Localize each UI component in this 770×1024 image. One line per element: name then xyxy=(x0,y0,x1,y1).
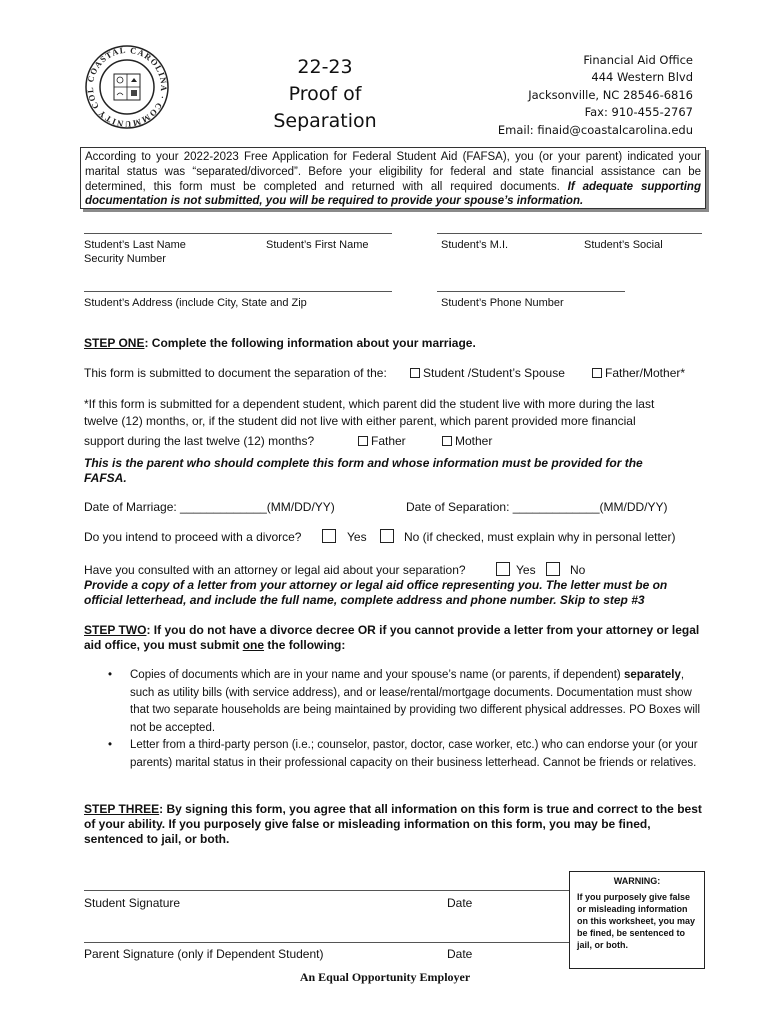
label-address: Student’s Address (include City, State and Zip xyxy=(84,297,307,309)
label-last-name: Student’s Last Name xyxy=(84,239,186,251)
warning-title: WARNING: xyxy=(613,876,661,886)
checkbox-student-spouse[interactable] xyxy=(410,368,420,378)
checkbox-divorce-no[interactable] xyxy=(380,529,394,543)
warning-body: If you purposely give false or misleading information on this worksheet, you may be fined, be sentenced to jail, or both. xyxy=(577,892,696,950)
label-social: Student’s Social xyxy=(584,239,663,251)
attorney-note: Provide a copy of a letter from your attorney or legal aid office representing you. The letter must be on official letterhead, and include the full name, complete address and phone number. Skip to step #3 xyxy=(84,578,668,607)
form-title xyxy=(262,54,388,135)
bullet-icon: • xyxy=(108,739,113,751)
dependent-note-line2: twelve (12) months, or, if the student did not live with either parent, which parent provided more financial xyxy=(84,414,636,428)
title-line3: Separation xyxy=(273,110,377,132)
checkbox-mother[interactable] xyxy=(442,436,452,446)
step-one-label: STEP ONE xyxy=(84,336,145,350)
student-name-line[interactable] xyxy=(84,233,392,234)
parent-date-label: Date xyxy=(447,947,473,961)
office-email: Email: finaid@coastalcarolina.edu xyxy=(497,122,693,137)
step-three-heading: STEP THREE: By signing this form, you agree that all information on this form is true and correct to the best of your ability. If you purposely give false or misleading information on this form, you may be fined, sentenced to jail, or both. xyxy=(84,802,702,846)
title-line2: Proof of xyxy=(288,83,362,105)
office-fax: Fax: 910-455-2767 xyxy=(584,105,693,120)
warning-box xyxy=(569,871,705,969)
label-mi: Student’s M.I. xyxy=(441,239,509,251)
dependent-note-line1: *If this form is submitted for a dependent student, which parent did the student live with more during the last xyxy=(84,397,655,411)
step-two-document-list xyxy=(108,667,703,772)
office-contact-block xyxy=(498,52,693,139)
step-three-label: STEP THREE xyxy=(84,802,160,816)
intro-text: According to your 2022-2023 Free Application for Federal Student Aid (FAFSA), you (or your parent) indicated your marital status was “separated/divorced”. Before your eligibility for federal and state financial assistance can be determined, this form must be completed and returned with all required documents. xyxy=(85,151,701,193)
checkbox-attorney-yes[interactable] xyxy=(496,562,510,576)
checkbox-attorney-no[interactable] xyxy=(546,562,560,576)
step-one-heading: STEP ONE: Complete the following information about your marriage. xyxy=(84,336,476,350)
office-name: Financial Aid Office xyxy=(583,53,693,67)
step-two-label: STEP TWO xyxy=(84,623,147,637)
attorney-question: Have you consulted with an attorney or legal aid about your separation? xyxy=(84,563,466,577)
title-year: 22-23 xyxy=(297,56,353,78)
office-street: 444 Western Blvd xyxy=(591,70,693,85)
option-mother[interactable]: Mother xyxy=(442,434,492,449)
student-phone-line[interactable] xyxy=(437,291,625,292)
attorney-yes-label: Yes xyxy=(516,563,536,577)
list-item: • Letter from a third-party person (i.e.; counselor, pastor, doctor, case worker, etc.) who can endorse your (or your parents) marital status in their professional capacity on their business letterhead. Cannot be friends or relatives. xyxy=(108,739,698,769)
option-student-spouse[interactable]: Student /Student’s Spouse xyxy=(410,366,565,381)
college-seal-logo xyxy=(84,44,170,130)
step-two-heading: STEP TWO: If you do not have a divorce decree OR if you cannot provide a letter from your attorney or legal aid office, you must submit one the following: xyxy=(84,623,700,652)
checkbox-father[interactable] xyxy=(358,436,368,446)
list-item: • Copies of documents which are in your name and your spouse’s name (or parents, if dependent) separately, such as utility bills (with service address), and or lease/rental/mortgage documents. Documentation must show that two separate households are being maintained by providing two different physical addresses. PO Boxes will not be accepted. xyxy=(108,669,701,734)
svg-text:COASTAL CAROLINA · COMMUNITY C: COASTAL CAROLINA · COMMUNITY COL xyxy=(84,44,170,130)
divorce-no-label: No (if checked, must explain why in personal letter) xyxy=(404,530,676,544)
equal-opportunity-footer: An Equal Opportunity Employer xyxy=(299,970,471,984)
student-date-label: Date xyxy=(447,896,473,910)
submitted-for-prompt: This form is submitted to document the separation of the: xyxy=(84,366,387,380)
checkbox-father-mother[interactable] xyxy=(592,368,602,378)
intro-notice-box xyxy=(80,147,706,209)
bullet-icon: • xyxy=(108,669,113,681)
parent-note: This is the parent who should complete this form and whose information must be provided for the FAFSA. xyxy=(84,456,643,485)
student-mi-ssn-line[interactable] xyxy=(437,233,702,234)
office-city: Jacksonville, NC 28546-6816 xyxy=(528,87,693,102)
dependent-note-line3: support during the last twelve (12) months? xyxy=(84,434,315,448)
option-father-mother[interactable]: Father/Mother* xyxy=(592,366,685,381)
intro-emphasis: If adequate supporting documentation is not submitted, you will be required to provide your spouse’s information. xyxy=(85,180,701,208)
parent-signature-line[interactable] xyxy=(84,942,570,943)
label-phone: Student’s Phone Number xyxy=(441,297,564,309)
attorney-no-label: No xyxy=(570,563,586,577)
checkbox-divorce-yes[interactable] xyxy=(322,529,336,543)
option-father[interactable]: Father xyxy=(358,434,406,449)
divorce-question: Do you intend to proceed with a divorce? xyxy=(84,530,302,544)
label-first-name: Student’s First Name xyxy=(266,239,369,251)
date-of-separation-field[interactable]: Date of Separation: _____________(MM/DD/YY) xyxy=(406,500,668,514)
student-signature-label: Student Signature xyxy=(84,896,181,910)
divorce-yes-label: Yes xyxy=(347,530,367,544)
student-signature-line[interactable] xyxy=(84,890,570,891)
student-address-line[interactable] xyxy=(84,291,392,292)
parent-signature-label: Parent Signature (only if Dependent Student) xyxy=(84,947,324,961)
date-of-marriage-field[interactable]: Date of Marriage: _____________(MM/DD/YY) xyxy=(84,500,335,514)
label-ssn-cont: Security Number xyxy=(84,253,166,265)
